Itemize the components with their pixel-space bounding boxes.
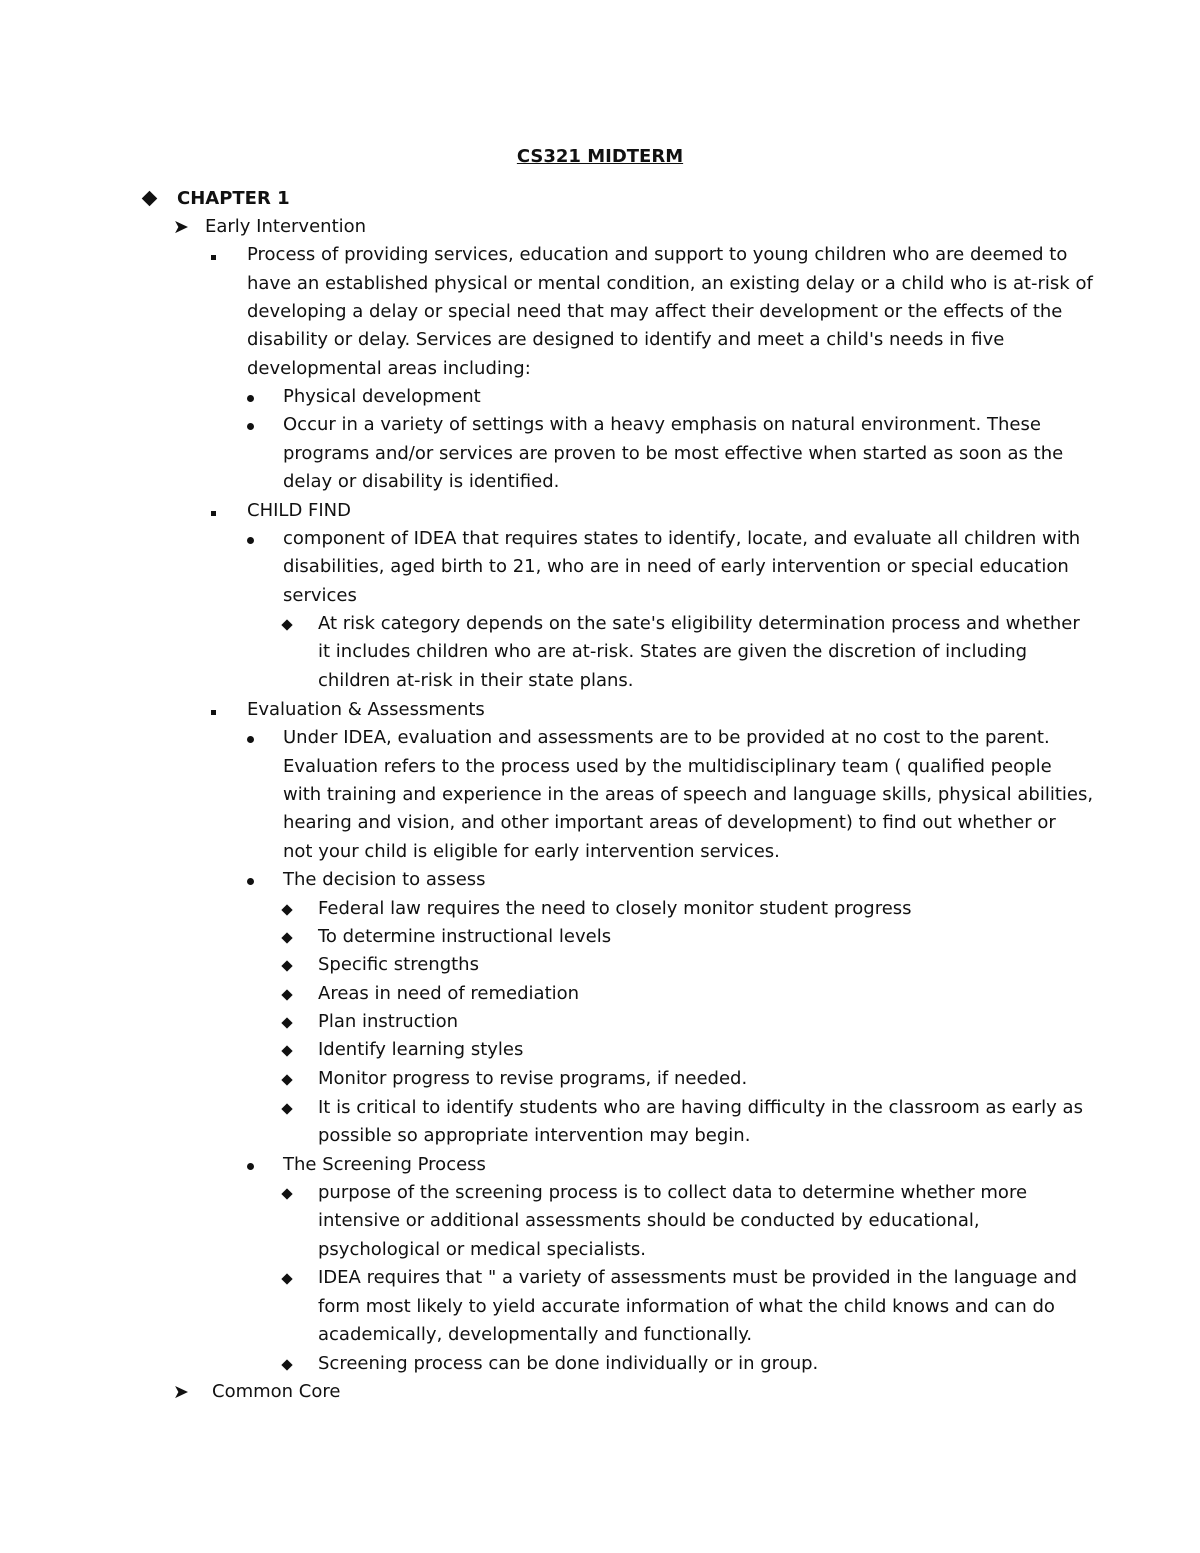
diamond-bullet-icon — [142, 185, 162, 213]
list-item-text: Specific strengths — [318, 954, 479, 975]
paragraph-line: possible so appropriate intervention may begin. — [318, 1125, 751, 1146]
list-item-text: Evaluation & Assessments — [247, 699, 485, 720]
section-heading: Early Intervention — [205, 216, 367, 237]
list-item-text: Physical development — [283, 386, 481, 407]
dot-bullet-icon — [245, 383, 265, 411]
diamond-bullet-icon — [281, 980, 301, 1008]
paragraph-line: disabilities, aged birth to 21, who are in need of early intervention or special education — [283, 556, 1069, 577]
square-bullet-icon — [210, 241, 230, 269]
list-item-text: The decision to assess — [283, 869, 486, 890]
dot-bullet-icon — [245, 525, 265, 553]
dot-bullet-icon — [245, 866, 265, 894]
paragraph-line: it includes children who are at-risk. States are given the discretion of including — [318, 641, 1028, 662]
arrow-bullet-icon: ➤ — [173, 216, 189, 238]
paragraph-line: developmental areas including: — [247, 358, 531, 379]
list-item-text: Monitor progress to revise programs, if needed. — [318, 1068, 748, 1089]
paragraph-line: component of IDEA that requires states to identify, locate, and evaluate all children with — [283, 528, 1081, 549]
list-item-text: Screening process can be done individually or in group. — [318, 1353, 819, 1374]
paragraph-line: Occur in a variety of settings with a heavy emphasis on natural environment. These — [283, 414, 1041, 435]
paragraph-line: purpose of the screening process is to collect data to determine whether more — [318, 1182, 1028, 1203]
diamond-bullet-icon — [281, 923, 301, 951]
dot-bullet-icon — [245, 1151, 265, 1179]
list-item-text: CHILD FIND — [247, 500, 352, 521]
section-heading: Common Core — [212, 1381, 341, 1402]
paragraph-line: It is critical to identify students who are having difficulty in the classroom as early as — [318, 1097, 1083, 1118]
paragraph-line: hearing and vision, and other important areas of development) to find out whether or — [283, 812, 1056, 833]
dot-bullet-icon — [245, 724, 265, 752]
square-bullet-icon — [210, 497, 230, 525]
paragraph-line: children at-risk in their state plans. — [318, 670, 634, 691]
diamond-bullet-icon — [281, 1008, 301, 1036]
paragraph-line: psychological or medical specialists. — [318, 1239, 647, 1260]
list-item-text: Plan instruction — [318, 1011, 459, 1032]
diamond-bullet-icon — [281, 895, 301, 923]
paragraph-line: programs and/or services are proven to be most effective when started as soon as the — [283, 443, 1064, 464]
list-item-text: Identify learning styles — [318, 1039, 524, 1060]
paragraph-line: academically, developmentally and functionally. — [318, 1324, 753, 1345]
diamond-bullet-icon — [281, 610, 301, 638]
paragraph-line: not your child is eligible for early intervention services. — [283, 841, 780, 862]
paragraph-line: Under IDEA, evaluation and assessments are to be provided at no cost to the parent. — [283, 727, 1050, 748]
paragraph-line: Process of providing services, education and support to young children who are deemed to — [247, 244, 1068, 265]
paragraph-line: disability or delay. Services are designed to identify and meet a child's needs in five — [247, 329, 1005, 350]
paragraph-line: delay or disability is identified. — [283, 471, 560, 492]
diamond-bullet-icon — [281, 1065, 301, 1093]
paragraph-line: services — [283, 585, 357, 606]
diamond-bullet-icon — [281, 1036, 301, 1064]
arrow-bullet-icon: ➤ — [173, 1381, 189, 1403]
paragraph-line: developing a delay or special need that may affect their development or the effects of the — [247, 301, 1063, 322]
chapter-heading: CHAPTER 1 — [177, 188, 290, 209]
diamond-bullet-icon — [281, 1094, 301, 1122]
square-bullet-icon — [210, 696, 230, 724]
list-item-text: Areas in need of remediation — [318, 983, 580, 1004]
paragraph-line: intensive or additional assessments should be conducted by educational, — [318, 1210, 980, 1231]
paragraph-line: have an established physical or mental condition, an existing delay or a child who is at-risk of — [247, 273, 1093, 294]
list-item-text: Federal law requires the need to closely monitor student progress — [318, 898, 912, 919]
diamond-bullet-icon — [281, 951, 301, 979]
document-title: CS321 MIDTERM — [516, 146, 684, 167]
paragraph-line: IDEA requires that " a variety of assessments must be provided in the language and — [318, 1267, 1077, 1288]
list-item-text: The Screening Process — [283, 1154, 486, 1175]
paragraph-line: form most likely to yield accurate information of what the child knows and can do — [318, 1296, 1055, 1317]
paragraph-line: with training and experience in the areas of speech and language skills, physical abilities, — [283, 784, 1094, 805]
list-item-text: To determine instructional levels — [318, 926, 612, 947]
diamond-bullet-icon — [281, 1179, 301, 1207]
dot-bullet-icon — [245, 411, 265, 439]
diamond-bullet-icon — [281, 1264, 301, 1292]
diamond-bullet-icon — [281, 1350, 301, 1378]
paragraph-line: Evaluation refers to the process used by the multidisciplinary team ( qualified people — [283, 756, 1052, 777]
paragraph-line: At risk category depends on the sate's eligibility determination process and whether — [318, 613, 1080, 634]
